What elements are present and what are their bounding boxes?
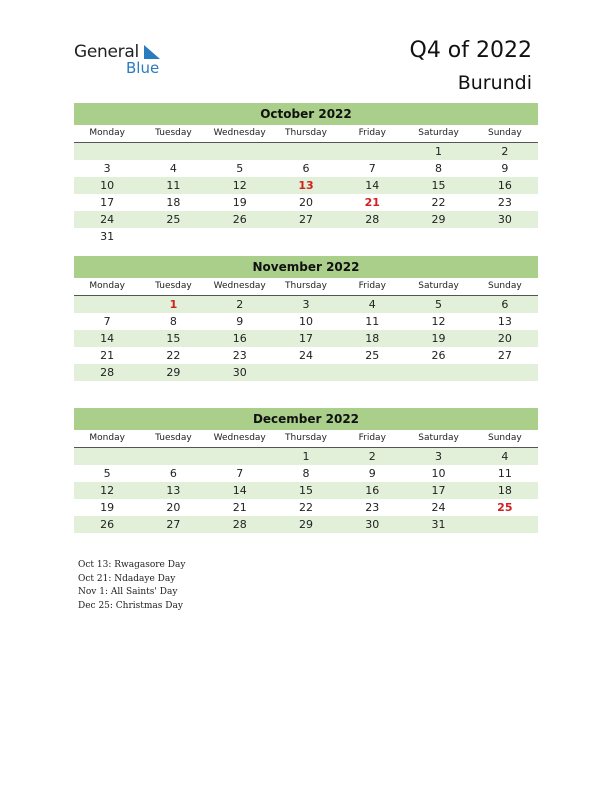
day-cell: 19	[431, 332, 446, 345]
day-cell: 19	[100, 501, 115, 514]
month-october	[74, 103, 538, 245]
logo	[74, 42, 174, 78]
weekday-label: Saturday	[418, 281, 459, 291]
day-cell: 18	[497, 484, 512, 497]
logo-triangle-icon	[140, 44, 160, 60]
day-cell	[339, 228, 405, 245]
day-cell: 16	[365, 484, 380, 497]
day-cell: 7	[236, 467, 244, 480]
day-cell: 12	[232, 179, 247, 192]
day-cell	[339, 143, 405, 160]
day-cell: 29	[298, 518, 313, 531]
day-cell: 2	[236, 298, 244, 311]
day-cell: 29	[431, 213, 446, 226]
day-cell: 12	[100, 484, 115, 497]
weekday-label: Friday	[358, 281, 386, 291]
day-cell: 13	[166, 484, 181, 497]
day-cell: 7	[103, 315, 111, 328]
day-cell: 28	[365, 213, 380, 226]
holiday-day-cell: 21	[364, 196, 380, 209]
day-cell: 22	[166, 349, 181, 362]
day-cell: 13	[497, 315, 512, 328]
day-cell	[74, 143, 140, 160]
day-cell	[74, 448, 140, 465]
week-row	[74, 228, 538, 245]
day-cell: 11	[166, 179, 181, 192]
day-cell	[472, 228, 538, 245]
weekday-label: Monday	[89, 128, 125, 138]
day-cell	[140, 448, 206, 465]
day-cell: 4	[501, 450, 509, 463]
day-cell: 15	[431, 179, 446, 192]
day-cell: 20	[298, 196, 313, 209]
week-row	[74, 194, 538, 211]
weekday-label: Tuesday	[155, 128, 192, 138]
day-cell	[140, 143, 206, 160]
weekday-label: Friday	[358, 128, 386, 138]
day-cell: 4	[368, 298, 376, 311]
day-cell	[207, 143, 273, 160]
day-cell: 1	[302, 450, 310, 463]
day-cell: 12	[431, 315, 446, 328]
day-cell	[273, 143, 339, 160]
day-cell: 30	[365, 518, 380, 531]
day-cell: 4	[169, 162, 177, 175]
holiday-note: Dec 25: Christmas Day	[78, 600, 183, 611]
month-title: November 2022	[74, 256, 538, 278]
weeks	[74, 143, 538, 245]
day-cell: 24	[431, 501, 446, 514]
day-cell: 25	[365, 349, 380, 362]
country-name: Burundi	[457, 72, 532, 94]
day-cell: 22	[298, 501, 313, 514]
day-cell: 26	[232, 213, 247, 226]
day-cell: 24	[100, 213, 115, 226]
weeks	[74, 296, 538, 381]
day-cell: 14	[365, 179, 380, 192]
day-cell: 2	[368, 450, 376, 463]
weekday-label: Tuesday	[155, 433, 192, 443]
day-cell	[140, 228, 206, 245]
weekday-header-row	[74, 125, 538, 143]
day-cell: 31	[431, 518, 446, 531]
week-row	[74, 143, 538, 160]
logo-text-general: General	[74, 42, 139, 62]
week-row	[74, 516, 538, 533]
weekday-label: Thursday	[285, 281, 327, 291]
day-cell: 28	[232, 518, 247, 531]
week-row	[74, 313, 538, 330]
holiday-note: Oct 21: Ndadaye Day	[78, 573, 176, 584]
day-cell: 5	[435, 298, 443, 311]
week-row	[74, 465, 538, 482]
day-cell: 29	[166, 366, 181, 379]
weekday-header-row	[74, 430, 538, 448]
week-row	[74, 330, 538, 347]
weekday-label: Sunday	[487, 128, 522, 138]
day-cell: 6	[169, 467, 177, 480]
month-november	[74, 256, 538, 381]
day-cell: 20	[166, 501, 181, 514]
day-cell: 24	[298, 349, 313, 362]
week-row	[74, 448, 538, 465]
day-cell: 17	[100, 196, 115, 209]
weekday-label: Friday	[358, 433, 386, 443]
day-cell: 10	[298, 315, 313, 328]
day-cell: 26	[431, 349, 446, 362]
day-cell: 23	[365, 501, 380, 514]
day-cell: 10	[100, 179, 115, 192]
month-december	[74, 408, 538, 533]
day-cell: 9	[368, 467, 376, 480]
holiday-day-cell: 13	[298, 179, 314, 192]
page-title: Q4 of 2022	[409, 38, 532, 63]
weeks	[74, 448, 538, 533]
day-cell	[273, 364, 339, 381]
day-cell: 2	[501, 145, 509, 158]
week-row	[74, 499, 538, 516]
weekday-label: Tuesday	[155, 281, 192, 291]
holiday-note: Nov 1: All Saints' Day	[78, 587, 178, 597]
weekday-label: Saturday	[418, 433, 459, 443]
weekday-label: Thursday	[285, 433, 327, 443]
weekday-label: Saturday	[418, 128, 459, 138]
day-cell	[339, 364, 405, 381]
day-cell: 27	[166, 518, 181, 531]
day-cell: 28	[100, 366, 115, 379]
day-cell: 8	[435, 162, 443, 175]
day-cell: 11	[365, 315, 380, 328]
day-cell	[405, 364, 471, 381]
day-cell: 3	[435, 450, 443, 463]
day-cell: 16	[232, 332, 247, 345]
day-cell	[74, 296, 140, 313]
weekday-label: Thursday	[285, 128, 327, 138]
weekday-label: Monday	[89, 281, 125, 291]
day-cell: 25	[166, 213, 181, 226]
weekday-header-row	[74, 278, 538, 296]
day-cell: 30	[497, 213, 512, 226]
day-cell: 15	[166, 332, 181, 345]
day-cell: 1	[435, 145, 443, 158]
day-cell: 21	[100, 349, 115, 362]
day-cell	[207, 228, 273, 245]
day-cell: 23	[232, 349, 247, 362]
day-cell: 8	[169, 315, 177, 328]
weekday-label: Sunday	[487, 281, 522, 291]
day-cell: 16	[497, 179, 512, 192]
weekday-label: Sunday	[487, 433, 522, 443]
day-cell: 17	[298, 332, 313, 345]
day-cell: 6	[501, 298, 509, 311]
day-cell: 18	[365, 332, 380, 345]
day-cell: 10	[431, 467, 446, 480]
day-cell	[405, 228, 471, 245]
day-cell: 8	[302, 467, 310, 480]
day-cell: 20	[497, 332, 512, 345]
day-cell: 3	[302, 298, 310, 311]
day-cell: 23	[497, 196, 512, 209]
day-cell: 6	[302, 162, 310, 175]
weekday-label: Wednesday	[213, 281, 266, 291]
day-cell	[207, 448, 273, 465]
day-cell: 19	[232, 196, 247, 209]
day-cell: 11	[497, 467, 512, 480]
week-row	[74, 177, 538, 194]
weekday-label: Monday	[89, 433, 125, 443]
week-row	[74, 347, 538, 364]
weekday-label: Wednesday	[213, 128, 266, 138]
day-cell: 27	[497, 349, 512, 362]
day-cell: 15	[298, 484, 313, 497]
day-cell: 14	[100, 332, 115, 345]
day-cell: 17	[431, 484, 446, 497]
day-cell: 5	[236, 162, 244, 175]
day-cell: 26	[100, 518, 115, 531]
holiday-day-cell: 25	[497, 501, 513, 514]
day-cell: 9	[501, 162, 509, 175]
holiday-notes	[78, 559, 185, 613]
week-row	[74, 160, 538, 177]
day-cell: 5	[103, 467, 111, 480]
day-cell: 31	[100, 230, 115, 243]
day-cell: 3	[103, 162, 111, 175]
day-cell: 30	[232, 366, 247, 379]
day-cell: 7	[368, 162, 376, 175]
day-cell: 18	[166, 196, 181, 209]
day-cell	[472, 516, 538, 533]
day-cell: 9	[236, 315, 244, 328]
month-title: October 2022	[74, 103, 538, 125]
day-cell	[472, 364, 538, 381]
holiday-day-cell: 1	[169, 298, 178, 311]
week-row	[74, 482, 538, 499]
day-cell: 21	[232, 501, 247, 514]
week-row	[74, 296, 538, 313]
holiday-note: Oct 13: Rwagasore Day	[78, 560, 186, 570]
day-cell: 14	[232, 484, 247, 497]
week-row	[74, 211, 538, 228]
week-row	[74, 364, 538, 381]
month-title: December 2022	[74, 408, 538, 430]
weekday-label: Wednesday	[213, 433, 266, 443]
day-cell: 22	[431, 196, 446, 209]
day-cell: 27	[298, 213, 313, 226]
day-cell	[273, 228, 339, 245]
logo-text-blue: Blue	[126, 59, 160, 77]
